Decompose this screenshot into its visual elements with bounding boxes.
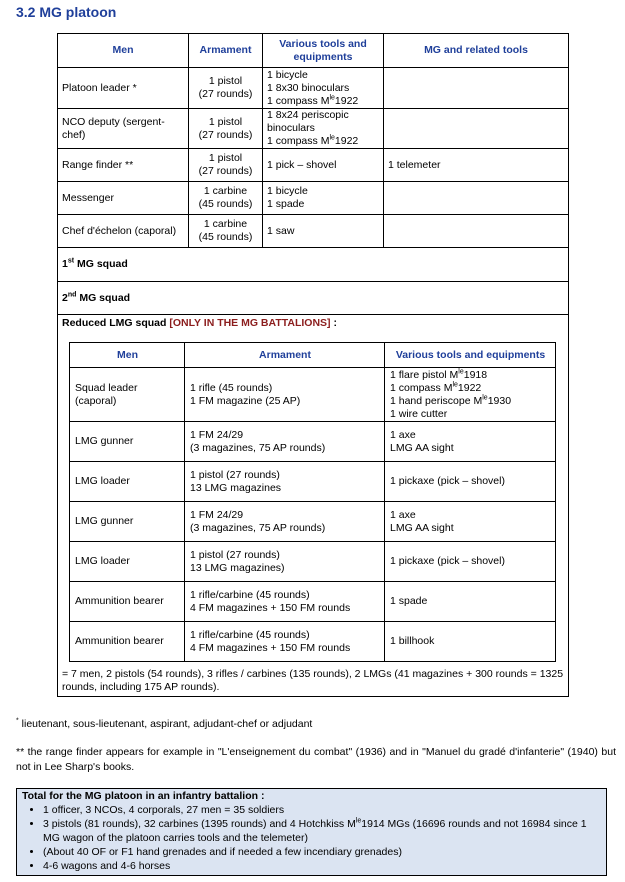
total-item: • 4-6 wagons and 4-6 horses [43, 859, 601, 873]
inner-header-row [70, 343, 556, 368]
cell-line: (27 rounds) [198, 128, 253, 141]
tools-cell [385, 582, 556, 622]
table-row [58, 68, 569, 109]
total-list [22, 803, 601, 873]
total-item: • 3 pistols (81 rounds), 32 carbines (1395 rounds) and 4 Hotchkiss $M^{le}1914$ MGs (16696 rounds and not 16984 since 1 MG wagon of the platoon carries tools and the telemeter) [43, 817, 601, 845]
cell-line: 1 wire cutter [390, 407, 448, 420]
armament-cell [185, 622, 385, 662]
tools-cell [263, 182, 384, 215]
reduced-lmg-heading: Reduced LMG squad [ONLY IN THE MG BATTALIONS] : [62, 317, 337, 329]
men-cell: NCO deputy (sergent-chef) [58, 109, 189, 149]
cell-line: 1 bicycle [267, 68, 308, 81]
tools-cell [385, 462, 556, 502]
tools-cell [385, 542, 556, 582]
total-item: • (About 40 OF or F1 hand grenades and if needed a few incendiary grenades) [43, 845, 601, 859]
table-row [70, 542, 556, 582]
tools-cell [385, 368, 556, 422]
header-armament: Armament [189, 34, 263, 68]
cell-line: 1 rifle (45 rounds) [190, 381, 273, 394]
squad2-row [58, 282, 569, 315]
cell-line: 1 billhook [390, 635, 435, 647]
tools-cell [263, 68, 384, 109]
inner-header-armament: Armament [185, 343, 385, 368]
mg-platoon-table [57, 33, 569, 697]
men-cell: Messenger [58, 182, 189, 215]
cell-line: 1 spade [390, 595, 428, 607]
cell-line: 1 compass $M^{le}1922$ [267, 94, 359, 107]
tools-cell [385, 622, 556, 662]
footnote-2: ** the range finder appears for example in "L'enseignement du combat" (1936) and in "Manuel du gradé d'infanterie" (1940) but not in Lee Sharp's books. [16, 746, 616, 773]
armament-cell [185, 542, 385, 582]
tools-cell [385, 422, 556, 462]
men-cell: Chef d'échelon (caporal) [58, 215, 189, 248]
reduced-lmg-row [58, 315, 569, 697]
cell-line: 1 spade [267, 198, 305, 210]
armament-cell [189, 68, 263, 109]
armament-cell [185, 368, 385, 422]
armament-cell [189, 182, 263, 215]
cell-line: 1 axe [390, 508, 416, 521]
armament-cell [185, 582, 385, 622]
cell-line: 1 pistol (27 rounds) [190, 468, 280, 481]
squad1-row [58, 248, 569, 282]
tools-cell [263, 109, 384, 149]
reduced-lmg-cell [58, 315, 569, 697]
cell-line: 1 8x30 binoculars [267, 81, 350, 94]
cell-line: 1 compass $M^{le}1922$ [267, 134, 359, 147]
cell-line: 1 compass $M^{le}1922$ [390, 381, 482, 394]
cell-line: (45 rounds) [198, 231, 253, 243]
total-title: Total for the MG platoon in an infantry battalion : [22, 790, 265, 802]
table-row [58, 149, 569, 182]
armament-cell [189, 215, 263, 248]
men-cell: LMG gunner [70, 422, 185, 462]
cell-line: 1 pick – shovel [267, 158, 337, 171]
mg-tools-cell [384, 215, 569, 248]
cell-line: (27 rounds) [198, 165, 253, 177]
armament-cell [189, 109, 263, 149]
mg-tools-cell [384, 182, 569, 215]
cell-line: 1 flare pistol $M^{le}1918$ [390, 368, 488, 381]
cell-line: 4 FM magazines + 150 FM rounds [190, 641, 351, 654]
squad1-label: 1st MG squad [58, 248, 569, 282]
cell-line: (3 magazines, 75 AP rounds) [190, 441, 326, 454]
men-cell: Platoon leader * [58, 68, 189, 109]
mg-tools-cell [384, 68, 569, 109]
cell-line: 1 pistol [208, 75, 243, 87]
page-title: 3.2 MG platoon [16, 4, 117, 20]
mg-tools-cell: 1 telemeter [384, 149, 569, 182]
table-row [70, 582, 556, 622]
table-row [70, 422, 556, 462]
cell-line: 1 saw [267, 224, 295, 237]
men-cell: Squad leader (caporal) [70, 368, 185, 422]
cell-line: 13 LMG magazines [190, 481, 282, 494]
header-mg-tools: MG and related tools [384, 34, 569, 68]
reduced-lmg-table [69, 342, 556, 662]
cell-line: 1 rifle/carbine (45 rounds) [190, 588, 310, 601]
cell-line: 1 FM 24/29 [190, 508, 244, 521]
reduced-squad-summary: = 7 men, 2 pistols (54 rounds), 3 rifles / carbines (135 rounds), 2 LMGs (41 magazines + 300 rounds = 1325 rounds, including 175 AP rounds). [62, 668, 564, 693]
men-cell: LMG loader [70, 462, 185, 502]
cell-line: 1 8x24 periscopic binoculars [267, 109, 349, 134]
squad2-label: 2nd MG squad [58, 282, 569, 315]
table-row [70, 368, 556, 422]
cell-line: 1 rifle/carbine (45 rounds) [190, 628, 310, 641]
table-row [58, 109, 569, 149]
armament-cell [189, 149, 263, 182]
table-row [70, 502, 556, 542]
cell-line: (3 magazines, 75 AP rounds) [190, 521, 326, 534]
armament-cell [185, 422, 385, 462]
total-item: • 1 officer, 3 NCOs, 4 corporals, 27 men = 35 soldiers [43, 803, 601, 817]
cell-line: 1 pickaxe (pick – shovel) [390, 475, 505, 487]
cell-line: LMG AA sight [390, 521, 454, 534]
cell-line: 1 pistol [208, 152, 243, 164]
tools-cell [263, 215, 384, 248]
cell-line: 1 axe [390, 428, 416, 441]
men-cell: Ammunition bearer [70, 622, 185, 662]
cell-line: 1 pistol (27 rounds) [190, 548, 280, 561]
mg-tools-cell [384, 109, 569, 149]
cell-line: LMG AA sight [390, 441, 454, 454]
cell-line: 1 pickaxe (pick – shovel) [390, 555, 505, 567]
cell-line: 1 hand periscope $M^{le}1930$ [390, 394, 512, 407]
header-men: Men [58, 34, 189, 68]
cell-line: 1 carbine [203, 185, 248, 197]
header-tools: Various tools and equipments [263, 34, 384, 68]
men-cell: Ammunition bearer [70, 582, 185, 622]
table-header-row [58, 34, 569, 68]
table-row [70, 622, 556, 662]
footnote-1: * lieutenant, sous-lieutenant, aspirant, adjudant-chef or adjudant [16, 717, 313, 730]
cell-line: 1 FM 24/29 [190, 428, 244, 441]
total-box [16, 788, 607, 876]
cell-line: 1 bicycle [267, 185, 308, 197]
men-cell: LMG gunner [70, 502, 185, 542]
table-row [58, 182, 569, 215]
cell-line: 4 FM magazines + 150 FM rounds [190, 601, 351, 614]
cell-line: 13 LMG magazines) [190, 561, 285, 574]
tools-cell [385, 502, 556, 542]
armament-cell [185, 502, 385, 542]
cell-line: 1 pistol [208, 115, 243, 128]
inner-header-tools: Various tools and equipments [385, 343, 556, 368]
cell-line: 1 carbine [203, 218, 248, 230]
cell-line: (27 rounds) [198, 88, 253, 100]
table-row [70, 462, 556, 502]
cell-line: 1 FM magazine (25 AP) [190, 394, 301, 407]
inner-header-men: Men [70, 343, 185, 368]
cell-line: (45 rounds) [198, 198, 253, 210]
armament-cell [185, 462, 385, 502]
table-row [58, 215, 569, 248]
men-cell: LMG loader [70, 542, 185, 582]
men-cell: Range finder ** [58, 149, 189, 182]
tools-cell [263, 149, 384, 182]
mg-battalions-note: [ONLY IN THE MG BATTALIONS] [169, 317, 331, 329]
